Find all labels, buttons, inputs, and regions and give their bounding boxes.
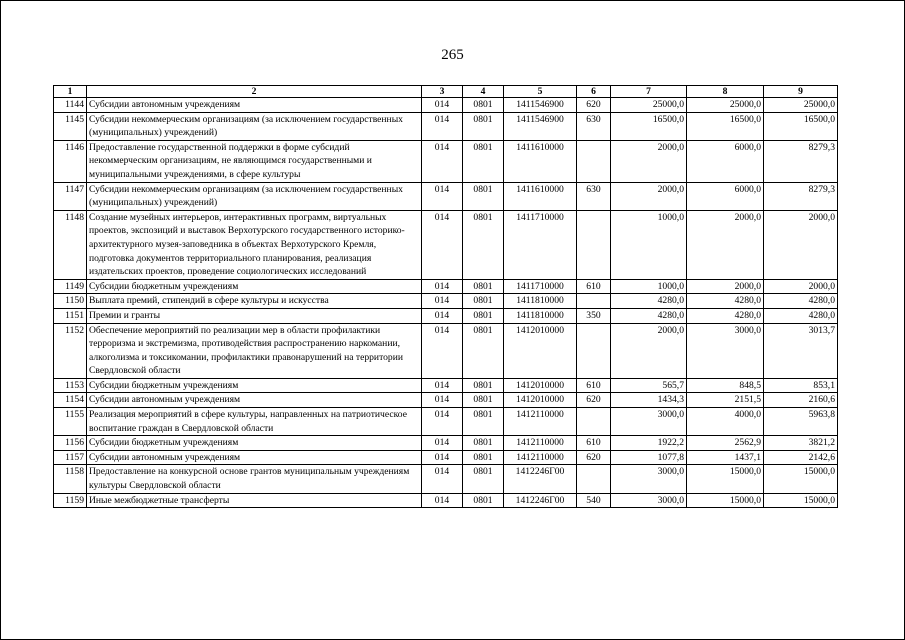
amount-col8-cell: 6000,0 [687, 140, 764, 182]
item-name-cell: Иные межбюджетные трансферты [87, 493, 422, 508]
target-article-cell: 1412110000 [504, 450, 577, 465]
table-row [54, 308, 838, 323]
ministry-code-cell: 014 [422, 210, 463, 279]
amount-col9-cell: 5963,8 [764, 408, 838, 436]
column-header: 9 [764, 86, 838, 98]
target-article-cell: 1411810000 [504, 294, 577, 309]
table-row [54, 112, 838, 140]
row-number-cell: 1149 [54, 279, 87, 294]
page-number: 265 [441, 47, 464, 63]
expense-type-cell: 610 [577, 436, 611, 451]
table-row [54, 279, 838, 294]
expense-type-cell: 610 [577, 378, 611, 393]
table-row [54, 378, 838, 393]
section-code-cell: 0801 [463, 112, 504, 140]
row-number-cell: 1153 [54, 378, 87, 393]
ministry-code-cell: 014 [422, 112, 463, 140]
target-article-cell: 1411710000 [504, 210, 577, 279]
amount-col8-cell: 25000,0 [687, 98, 764, 113]
column-header: 6 [577, 86, 611, 98]
amount-col8-cell: 16500,0 [687, 112, 764, 140]
row-number-cell: 1159 [54, 493, 87, 508]
ministry-code-cell: 014 [422, 408, 463, 436]
section-code-cell: 0801 [463, 450, 504, 465]
ministry-code-cell: 014 [422, 465, 463, 493]
expense-type-cell: 630 [577, 112, 611, 140]
amount-col7-cell: 1077,8 [611, 450, 687, 465]
amount-col8-cell: 2000,0 [687, 279, 764, 294]
item-name-cell: Субсидии бюджетным учреждениям [87, 436, 422, 451]
target-article-cell: 1412010000 [504, 393, 577, 408]
item-name-cell: Премии и гранты [87, 308, 422, 323]
amount-col7-cell: 1000,0 [611, 210, 687, 279]
section-code-cell: 0801 [463, 294, 504, 309]
ministry-code-cell: 014 [422, 140, 463, 182]
row-number-cell: 1154 [54, 393, 87, 408]
expense-type-cell: 620 [577, 393, 611, 408]
section-code-cell: 0801 [463, 210, 504, 279]
expense-type-cell [577, 408, 611, 436]
row-number-cell: 1157 [54, 450, 87, 465]
row-number-cell: 1144 [54, 98, 87, 113]
section-code-cell: 0801 [463, 140, 504, 182]
amount-col9-cell: 2000,0 [764, 210, 838, 279]
table-row [54, 493, 838, 508]
item-name-cell: Обеспечение мероприятий по реализации мер в области профилактики терроризма и экстремизма, противодействия распространению наркомании, алкоголизма и токсикомании, профилактики правонарушений на территории Свердловской области [87, 323, 422, 378]
amount-col8-cell: 15000,0 [687, 493, 764, 508]
amount-col8-cell: 4280,0 [687, 294, 764, 309]
target-article-cell: 1411546900 [504, 112, 577, 140]
amount-col9-cell: 2142,6 [764, 450, 838, 465]
row-number-cell: 1145 [54, 112, 87, 140]
section-code-cell: 0801 [463, 323, 504, 378]
amount-col8-cell: 3000,0 [687, 323, 764, 378]
expense-type-cell [577, 465, 611, 493]
amount-col8-cell: 2000,0 [687, 210, 764, 279]
amount-col7-cell: 16500,0 [611, 112, 687, 140]
expense-type-cell: 350 [577, 308, 611, 323]
row-number-cell: 1150 [54, 294, 87, 309]
expense-type-cell: 620 [577, 450, 611, 465]
target-article-cell: 1412110000 [504, 436, 577, 451]
item-name-cell: Реализация мероприятий в сфере культуры, направленных на патриотическое воспитание граждан в Свердловской области [87, 408, 422, 436]
amount-col7-cell: 25000,0 [611, 98, 687, 113]
amount-col7-cell: 4280,0 [611, 308, 687, 323]
item-name-cell: Субсидии автономным учреждениям [87, 393, 422, 408]
target-article-cell: 1411710000 [504, 279, 577, 294]
amount-col9-cell: 4280,0 [764, 294, 838, 309]
amount-col7-cell: 2000,0 [611, 323, 687, 378]
expense-type-cell [577, 210, 611, 279]
column-header: 3 [422, 86, 463, 98]
target-article-cell: 1412010000 [504, 323, 577, 378]
amount-col8-cell: 848,5 [687, 378, 764, 393]
row-number-cell: 1152 [54, 323, 87, 378]
item-name-cell: Субсидии некоммерческим организациям (за исключением государственных (муниципальных) учреждений) [87, 112, 422, 140]
table-row [54, 294, 838, 309]
ministry-code-cell: 014 [422, 279, 463, 294]
target-article-cell: 1411546900 [504, 98, 577, 113]
target-article-cell: 1412010000 [504, 378, 577, 393]
ministry-code-cell: 014 [422, 450, 463, 465]
amount-col9-cell: 853,1 [764, 378, 838, 393]
section-code-cell: 0801 [463, 393, 504, 408]
table-row [54, 408, 838, 436]
section-code-cell: 0801 [463, 465, 504, 493]
target-article-cell: 1412110000 [504, 408, 577, 436]
item-name-cell: Предоставление на конкурсной основе грантов муниципальным учреждениям культуры Свердловской области [87, 465, 422, 493]
target-article-cell: 1412246Г00 [504, 493, 577, 508]
expense-type-cell: 620 [577, 98, 611, 113]
section-code-cell: 0801 [463, 493, 504, 508]
amount-col8-cell: 2151,5 [687, 393, 764, 408]
item-name-cell: Субсидии бюджетным учреждениям [87, 378, 422, 393]
row-number-cell: 1148 [54, 210, 87, 279]
amount-col8-cell: 15000,0 [687, 465, 764, 493]
amount-col7-cell: 3000,0 [611, 408, 687, 436]
table-row [54, 182, 838, 210]
amount-col9-cell: 25000,0 [764, 98, 838, 113]
column-header: 8 [687, 86, 764, 98]
amount-col9-cell: 16500,0 [764, 112, 838, 140]
item-name-cell: Выплата премий, стипендий в сфере культуры и искусства [87, 294, 422, 309]
column-header: 7 [611, 86, 687, 98]
expense-type-cell [577, 323, 611, 378]
amount-col7-cell: 1000,0 [611, 279, 687, 294]
expense-type-cell [577, 140, 611, 182]
row-number-cell: 1155 [54, 408, 87, 436]
row-number-cell: 1151 [54, 308, 87, 323]
amount-col7-cell: 1922,2 [611, 436, 687, 451]
amount-col8-cell: 4000,0 [687, 408, 764, 436]
item-name-cell: Создание музейных интерьеров, интерактивных программ, виртуальных проектов, экспозиций и выставок Верхотурского государственного историко-архитектурного музея-заповедника в объектах Верхотурского Кремля, подготовка документов территориального планирования, реализация издательских проектов, проведение социологических исследований [87, 210, 422, 279]
item-name-cell: Субсидии бюджетным учреждениям [87, 279, 422, 294]
amount-col9-cell: 8279,3 [764, 182, 838, 210]
item-name-cell: Субсидии автономным учреждениям [87, 450, 422, 465]
amount-col9-cell: 15000,0 [764, 465, 838, 493]
row-number-cell: 1158 [54, 465, 87, 493]
target-article-cell: 1411810000 [504, 308, 577, 323]
item-name-cell: Субсидии автономным учреждениям [87, 98, 422, 113]
section-code-cell: 0801 [463, 378, 504, 393]
table-row [54, 98, 838, 113]
amount-col9-cell: 4280,0 [764, 308, 838, 323]
ministry-code-cell: 014 [422, 436, 463, 451]
table-row [54, 436, 838, 451]
ministry-code-cell: 014 [422, 393, 463, 408]
amount-col7-cell: 2000,0 [611, 140, 687, 182]
amount-col9-cell: 2000,0 [764, 279, 838, 294]
section-code-cell: 0801 [463, 308, 504, 323]
ministry-code-cell: 014 [422, 98, 463, 113]
amount-col9-cell: 3013,7 [764, 323, 838, 378]
ministry-code-cell: 014 [422, 493, 463, 508]
section-code-cell: 0801 [463, 436, 504, 451]
column-header: 2 [87, 86, 422, 98]
amount-col7-cell: 4280,0 [611, 294, 687, 309]
row-number-cell: 1146 [54, 140, 87, 182]
amount-col7-cell: 3000,0 [611, 493, 687, 508]
ministry-code-cell: 014 [422, 323, 463, 378]
column-header: 1 [54, 86, 87, 98]
budget-table [53, 85, 838, 508]
amount-col9-cell: 2160,6 [764, 393, 838, 408]
ministry-code-cell: 014 [422, 378, 463, 393]
amount-col8-cell: 4280,0 [687, 308, 764, 323]
expense-type-cell: 540 [577, 493, 611, 508]
column-header: 4 [463, 86, 504, 98]
amount-col8-cell: 1437,1 [687, 450, 764, 465]
amount-col8-cell: 2562,9 [687, 436, 764, 451]
target-article-cell: 1412246Г00 [504, 465, 577, 493]
amount-col7-cell: 565,7 [611, 378, 687, 393]
ministry-code-cell: 014 [422, 294, 463, 309]
amount-col9-cell: 15000,0 [764, 493, 838, 508]
target-article-cell: 1411610000 [504, 140, 577, 182]
ministry-code-cell: 014 [422, 182, 463, 210]
expense-type-cell: 630 [577, 182, 611, 210]
expense-type-cell [577, 294, 611, 309]
header-row [54, 86, 838, 98]
section-code-cell: 0801 [463, 279, 504, 294]
table-row [54, 140, 838, 182]
amount-col7-cell: 3000,0 [611, 465, 687, 493]
item-name-cell: Субсидии некоммерческим организациям (за исключением государственных (муниципальных) учреждений) [87, 182, 422, 210]
expense-type-cell: 610 [577, 279, 611, 294]
amount-col7-cell: 1434,3 [611, 393, 687, 408]
section-code-cell: 0801 [463, 408, 504, 436]
section-code-cell: 0801 [463, 98, 504, 113]
target-article-cell: 1411610000 [504, 182, 577, 210]
table-row [54, 465, 838, 493]
column-header: 5 [504, 86, 577, 98]
amount-col9-cell: 8279,3 [764, 140, 838, 182]
row-number-cell: 1147 [54, 182, 87, 210]
amount-col9-cell: 3821,2 [764, 436, 838, 451]
table-row [54, 393, 838, 408]
table-body [54, 98, 838, 508]
table-row [54, 323, 838, 378]
table-row [54, 450, 838, 465]
section-code-cell: 0801 [463, 182, 504, 210]
ministry-code-cell: 014 [422, 308, 463, 323]
amount-col8-cell: 6000,0 [687, 182, 764, 210]
amount-col7-cell: 2000,0 [611, 182, 687, 210]
item-name-cell: Предоставление государственной поддержки в форме субсидий некоммерческим организациям, не являющимся государственными и муниципальными учреждениями, в сфере культуры [87, 140, 422, 182]
table-row [54, 210, 838, 279]
row-number-cell: 1156 [54, 436, 87, 451]
